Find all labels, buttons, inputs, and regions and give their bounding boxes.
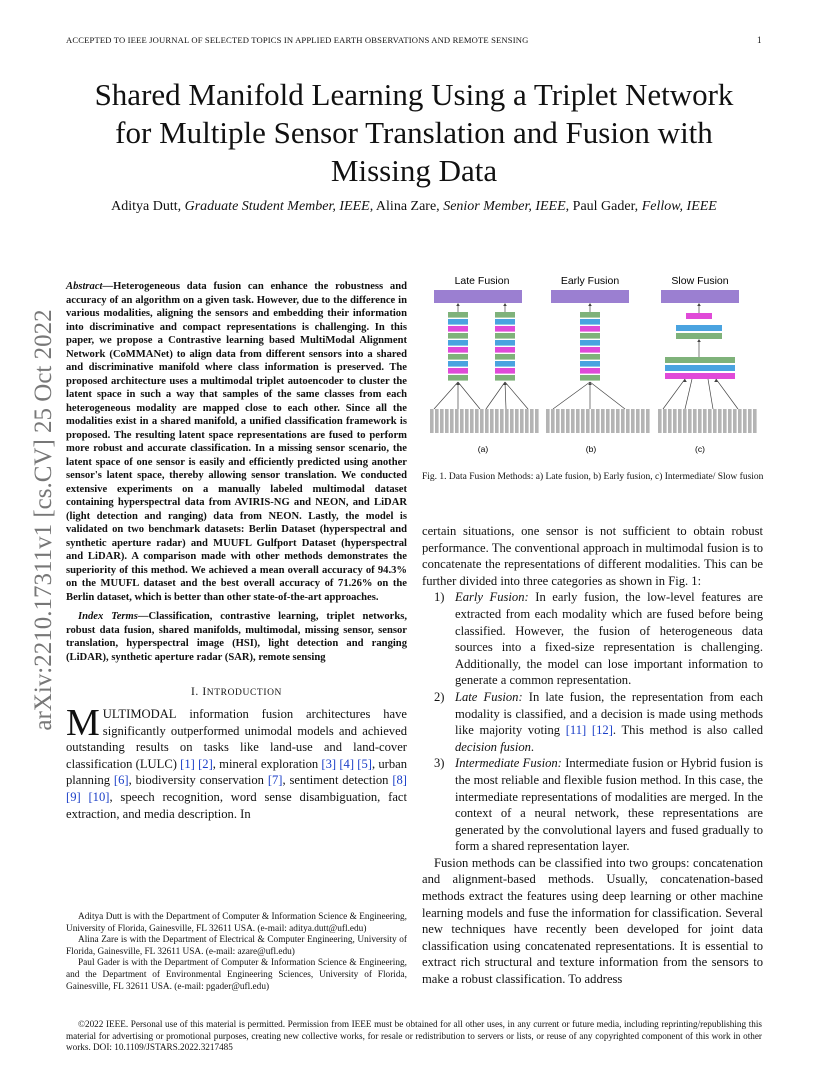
input-bar [743, 409, 747, 433]
intro-paragraph: MULTIMODAL information fusion architectures have significantly outperformed unimodal models and achieved outstanding results on tasks like land-use and land-cover classification (LULC) [1] [2], mineral exploration [3] [4] [5], urban planning [6], biodiversity conservation [7], sentiment detection [8] [9] [10], speech recognition, word sense disambiguation, fact extraction, and media description. In [66, 702, 407, 821]
input-bar [601, 409, 605, 433]
input-bar [693, 409, 697, 433]
feature-layer [580, 347, 600, 353]
feature-layer [448, 312, 468, 318]
input-bar [683, 409, 687, 433]
title-line: for Multiple Sensor Translation and Fusion with [115, 115, 713, 150]
feature-layer [495, 333, 515, 339]
feature-layer [580, 361, 600, 367]
author-role: Fellow, IEEE [641, 199, 717, 214]
input-bar [460, 409, 464, 433]
fusion-list [422, 589, 763, 855]
input-bar [566, 409, 570, 433]
input-bar [673, 409, 677, 433]
paragraph: Fusion methods can be classified into two groups: concatenation and alignment-based methods. Usually, concatenation-based methods extract the features using deep learning or other machine learning models and fuse the information for classification. Several new techniques have recently been developed for joint data classification using concatenated representations. It is essential to extract rich structural and texture information from the sensors to make a robust classification. To address [422, 855, 763, 987]
feature-layer [676, 333, 722, 339]
connector-line [458, 382, 480, 409]
input-bar [728, 409, 732, 433]
input-bar [480, 409, 484, 433]
feature-layer [448, 326, 468, 332]
abstract-text: —Heterogeneous data fusion can enhance the robustness and accuracy of an algorithm on a given task. However, due to the difference in various modalities, aligning the sensors and embedding their information into discriminative and compact representations is challenging. In this paper, we propose a Contrastive learning based MultiModal Alignment Network (CoMMANet) to align data from different sensors into a shared and discriminative manifold where class information is preserved. The proposed architecture uses a multimodal triplet autoencoder to cluster the latent space in such a way that samples of the same classes from each heterogeneous modality are mapped close to each other. Since all the modalities exist in a shared manifold, a unified classification framework is proposed. The resulting latent space representations are fused to perform more robust and accurate classification. In a missing sensor scenario, the latent space of one sensor is easily and efficiently predicted using another sensor's latent space, thereby allowing sensor translation. We conducted extensive experiments on a manually labeled multimodal dataset containing hyperspectral data from AVIRIS-NG and NEON, and LiDAR (light detection and ranging) data from NEON. Lastly, the model is validated on two benchmark datasets: Berlin Dataset (hyperspectral and synthetic aperture radar) and MUUFL Gulfport Dataset (hyperspectral and LiDAR). A comparison made with other methods demonstrates the superiority of this method. We achieved a mean overall accuracy of 94.3% on the MUUFL dataset and the best overall accuracy of 71.26% on the Berlin dataset, which is better than other state-of-the-art approaches. [66, 281, 407, 603]
input-bar [713, 409, 717, 433]
input-bar [475, 409, 479, 433]
list-item: 2) Late Fusion: In late fusion, the representation from each modality is classified, and a decision is made using methods like majority voting [11] [12]. This method is also called decision fusion. [434, 689, 764, 754]
paragraph: certain situations, one sensor is not sufficient to obtain robust performance. The conventional approach in multimodal fusion is to concatenate the representations of different modalities. This can be further divided into three categories as shown in Fig. 1: [422, 524, 763, 588]
abstract [66, 280, 407, 604]
input-bar [688, 409, 692, 433]
page-number: 1 [757, 35, 762, 45]
feature-layer [580, 340, 600, 346]
feature-layer [580, 368, 600, 374]
input-bar [591, 409, 595, 433]
connector-line [663, 379, 685, 409]
input-bar [581, 409, 585, 433]
feature-layer [495, 326, 515, 332]
feature-layer [686, 313, 712, 319]
section-heading: I. INTRODUCTION [190, 686, 283, 698]
feature-layer [495, 361, 515, 367]
figure-caption: Fig. 1. Data Fusion Methods: a) Late fusion, b) Early fusion, c) Intermediate/ Slow fusion [422, 472, 764, 482]
citation-link[interactable]: [11] [565, 723, 587, 738]
arrow-head [588, 382, 592, 385]
input-bar [616, 409, 620, 433]
feature-layer [665, 357, 735, 363]
feature-layer [580, 375, 600, 381]
running-header: ACCEPTED TO IEEE JOURNAL OF SELECTED TOPICS IN APPLIED EARTH OBSERVATIONS AND REMOTE SENSING [66, 35, 529, 45]
arrow-head [503, 303, 507, 306]
feature-layer [665, 365, 735, 371]
citation-link[interactable]: [3] [321, 756, 337, 771]
arrow-head [588, 303, 592, 306]
feature-layer [495, 319, 515, 325]
input-bar [500, 409, 504, 433]
input-bar [753, 409, 757, 433]
author-role: Graduate Student Member, IEEE [184, 199, 370, 214]
figure-diagram [430, 290, 757, 433]
citation-link[interactable]: [10] [88, 789, 110, 804]
input-bar [708, 409, 712, 433]
drop-cap: M [66, 702, 100, 744]
input-bar [455, 409, 459, 433]
output-layer [434, 290, 522, 303]
input-bar [703, 409, 707, 433]
left-column [66, 280, 407, 822]
connector-line [708, 379, 713, 409]
feature-layer [448, 375, 468, 381]
citation-link[interactable]: [9] [66, 789, 81, 804]
input-bar [505, 409, 509, 433]
input-bar [658, 409, 662, 433]
arxiv-stamp: arXiv:2210.17311v1 [cs.CV] 25 Oct 2022 [30, 309, 57, 731]
feature-layer [448, 333, 468, 339]
input-bar [535, 409, 539, 433]
feature-layer [580, 312, 600, 318]
input-bar [515, 409, 519, 433]
feature-layer [580, 326, 600, 332]
input-bar [738, 409, 742, 433]
input-bar [525, 409, 529, 433]
input-bar [663, 409, 667, 433]
connector-line [553, 382, 590, 409]
input-bar [636, 409, 640, 433]
feature-layer [495, 340, 515, 346]
output-layer [661, 290, 739, 303]
citation-link[interactable]: [7] [267, 773, 283, 788]
feature-layer [495, 368, 515, 374]
input-bar [546, 409, 550, 433]
input-bar [465, 409, 469, 433]
input-bar [631, 409, 635, 433]
input-bar [561, 409, 565, 433]
input-bar [440, 409, 444, 433]
input-bar [520, 409, 524, 433]
title-line: Shared Manifold Learning Using a Triplet Network [94, 77, 734, 112]
paper-title [60, 76, 768, 190]
index-terms-text: —Classification, contrastive learning, triplet networks, robust data fusion, shared manifolds, multimodal, missing sensor, sensor translation, hyperspectral image (HSI), light detection and ranging (LiDAR), synthetic aperture radar (SAR), remote sensing [66, 611, 407, 663]
fusion-methods-figure [420, 268, 768, 460]
input-bar [485, 409, 489, 433]
connector-line [716, 379, 738, 409]
connector-line [434, 382, 458, 409]
footnote: Aditya Dutt is with the Department of Computer & Information Science & Engineering, University of Florida, Gainesville, FL 32611 USA. (e-mail: aditya.dutt@ufl.edu) [66, 912, 407, 934]
citation-link[interactable]: [5] [357, 756, 372, 771]
feature-layer [665, 373, 735, 379]
citation-link[interactable]: [2] [198, 756, 213, 771]
input-bar [626, 409, 630, 433]
input-bar [611, 409, 615, 433]
feature-layer [580, 333, 600, 339]
citation-link[interactable]: [6] [113, 773, 129, 788]
input-bar [510, 409, 514, 433]
connector-line [505, 382, 528, 409]
feature-layer [495, 354, 515, 360]
right-column [422, 523, 763, 988]
panel-label: (c) [695, 444, 705, 454]
index-terms [66, 610, 407, 664]
input-bar [495, 409, 499, 433]
panel-label: (b) [585, 444, 597, 454]
input-bar [698, 409, 702, 433]
citation-link[interactable]: [4] [339, 756, 355, 771]
copyright-notice: ©2022 IEEE. Personal use of this material is permitted. Permission from IEEE must be obtained for all other uses, in any current or future media, including reprinting/republishing this material for advertising or promotional purposes, creating new collective works, for resale or redistribution to servers or lists, or reuse of any copyrighted component of this work in other works. DOI: 10.1109/JSTARS.2022.3217485 [66, 1019, 762, 1053]
citation-link[interactable]: [8] [392, 773, 407, 788]
input-bar [490, 409, 494, 433]
input-bar [445, 409, 449, 433]
author-name: , Alina Zare, [369, 199, 444, 214]
feature-layer [495, 312, 515, 318]
feature-layer [495, 347, 515, 353]
footnote: Alina Zare is with the Department of Electrical & Computer Engineering, University of Florida, Gainesville, FL 32611 USA. (e-mail: azare@ufl.edu) [66, 935, 407, 957]
feature-layer [448, 347, 468, 353]
footnotes [66, 912, 407, 993]
input-bar [576, 409, 580, 433]
connector-line [486, 382, 505, 409]
author-role: Senior Member, IEEE [443, 199, 566, 214]
input-bar [551, 409, 555, 433]
feature-layer [580, 354, 600, 360]
citation-link[interactable]: [1] [180, 756, 195, 771]
title-line: Missing Data [330, 153, 498, 188]
connector-line [505, 382, 506, 409]
input-bar [646, 409, 650, 433]
input-bar [470, 409, 474, 433]
arrow-head [697, 303, 701, 306]
input-bar [596, 409, 600, 433]
author-name: , Paul Gader, [565, 199, 642, 214]
input-bar [450, 409, 454, 433]
author-name: Aditya Dutt, [111, 199, 185, 214]
connector-line [685, 379, 692, 409]
arrow-head [697, 339, 701, 342]
input-bar [723, 409, 727, 433]
feature-layer [448, 368, 468, 374]
feature-layer [448, 340, 468, 346]
output-layer [551, 290, 629, 303]
feature-layer [448, 354, 468, 360]
input-bar [748, 409, 752, 433]
citation-link[interactable]: [12] [591, 723, 613, 738]
connector-line [590, 382, 625, 409]
input-bar [606, 409, 610, 433]
feature-layer [448, 361, 468, 367]
input-bar [435, 409, 439, 433]
input-bar [621, 409, 625, 433]
input-bar [678, 409, 682, 433]
author-list [60, 199, 768, 215]
feature-layer [495, 375, 515, 381]
abstract-label: Abstract [66, 281, 103, 292]
input-bar [530, 409, 534, 433]
input-bar [556, 409, 560, 433]
footnote: Paul Gader is with the Department of Computer & Information Science & Engineering, and the Department of Environmental Engineering Sciences, University of Florida, Gainesville, FL 32611 USA. (e-mail: pgader@ufl.edu) [66, 958, 407, 992]
input-bar [586, 409, 590, 433]
panel-title: Late Fusion [454, 275, 510, 287]
arrow-head [456, 303, 460, 306]
panel-title: Slow Fusion [671, 275, 729, 287]
input-bar [718, 409, 722, 433]
input-bar [571, 409, 575, 433]
list-item: 1) Early Fusion: In early fusion, the low-level features are extracted from each modality which are fused before being classified. However, the fusion of heterogeneous data sources into a fixed-size representation is challenging. Additionally, the model can lose important information to generate a common representation. [434, 590, 763, 688]
input-bar [641, 409, 645, 433]
panel-title: Early Fusion [560, 275, 620, 287]
input-bar [430, 409, 434, 433]
index-terms-label: Index Terms [78, 611, 138, 622]
input-bar [733, 409, 737, 433]
feature-layer [448, 319, 468, 325]
feature-layer [580, 319, 600, 325]
panel-label: (a) [477, 444, 489, 454]
feature-layer [676, 325, 722, 331]
input-bar [668, 409, 672, 433]
list-item: 3) Intermediate Fusion: Intermediate fusion or Hybrid fusion is the most reliable and flexible fusion method. In this case, the intermediate representations of modalities are merged. In the context of a neural network, these representations are generated by the convolutional layers and fused gradually to form a shared representation layer. [434, 756, 764, 854]
